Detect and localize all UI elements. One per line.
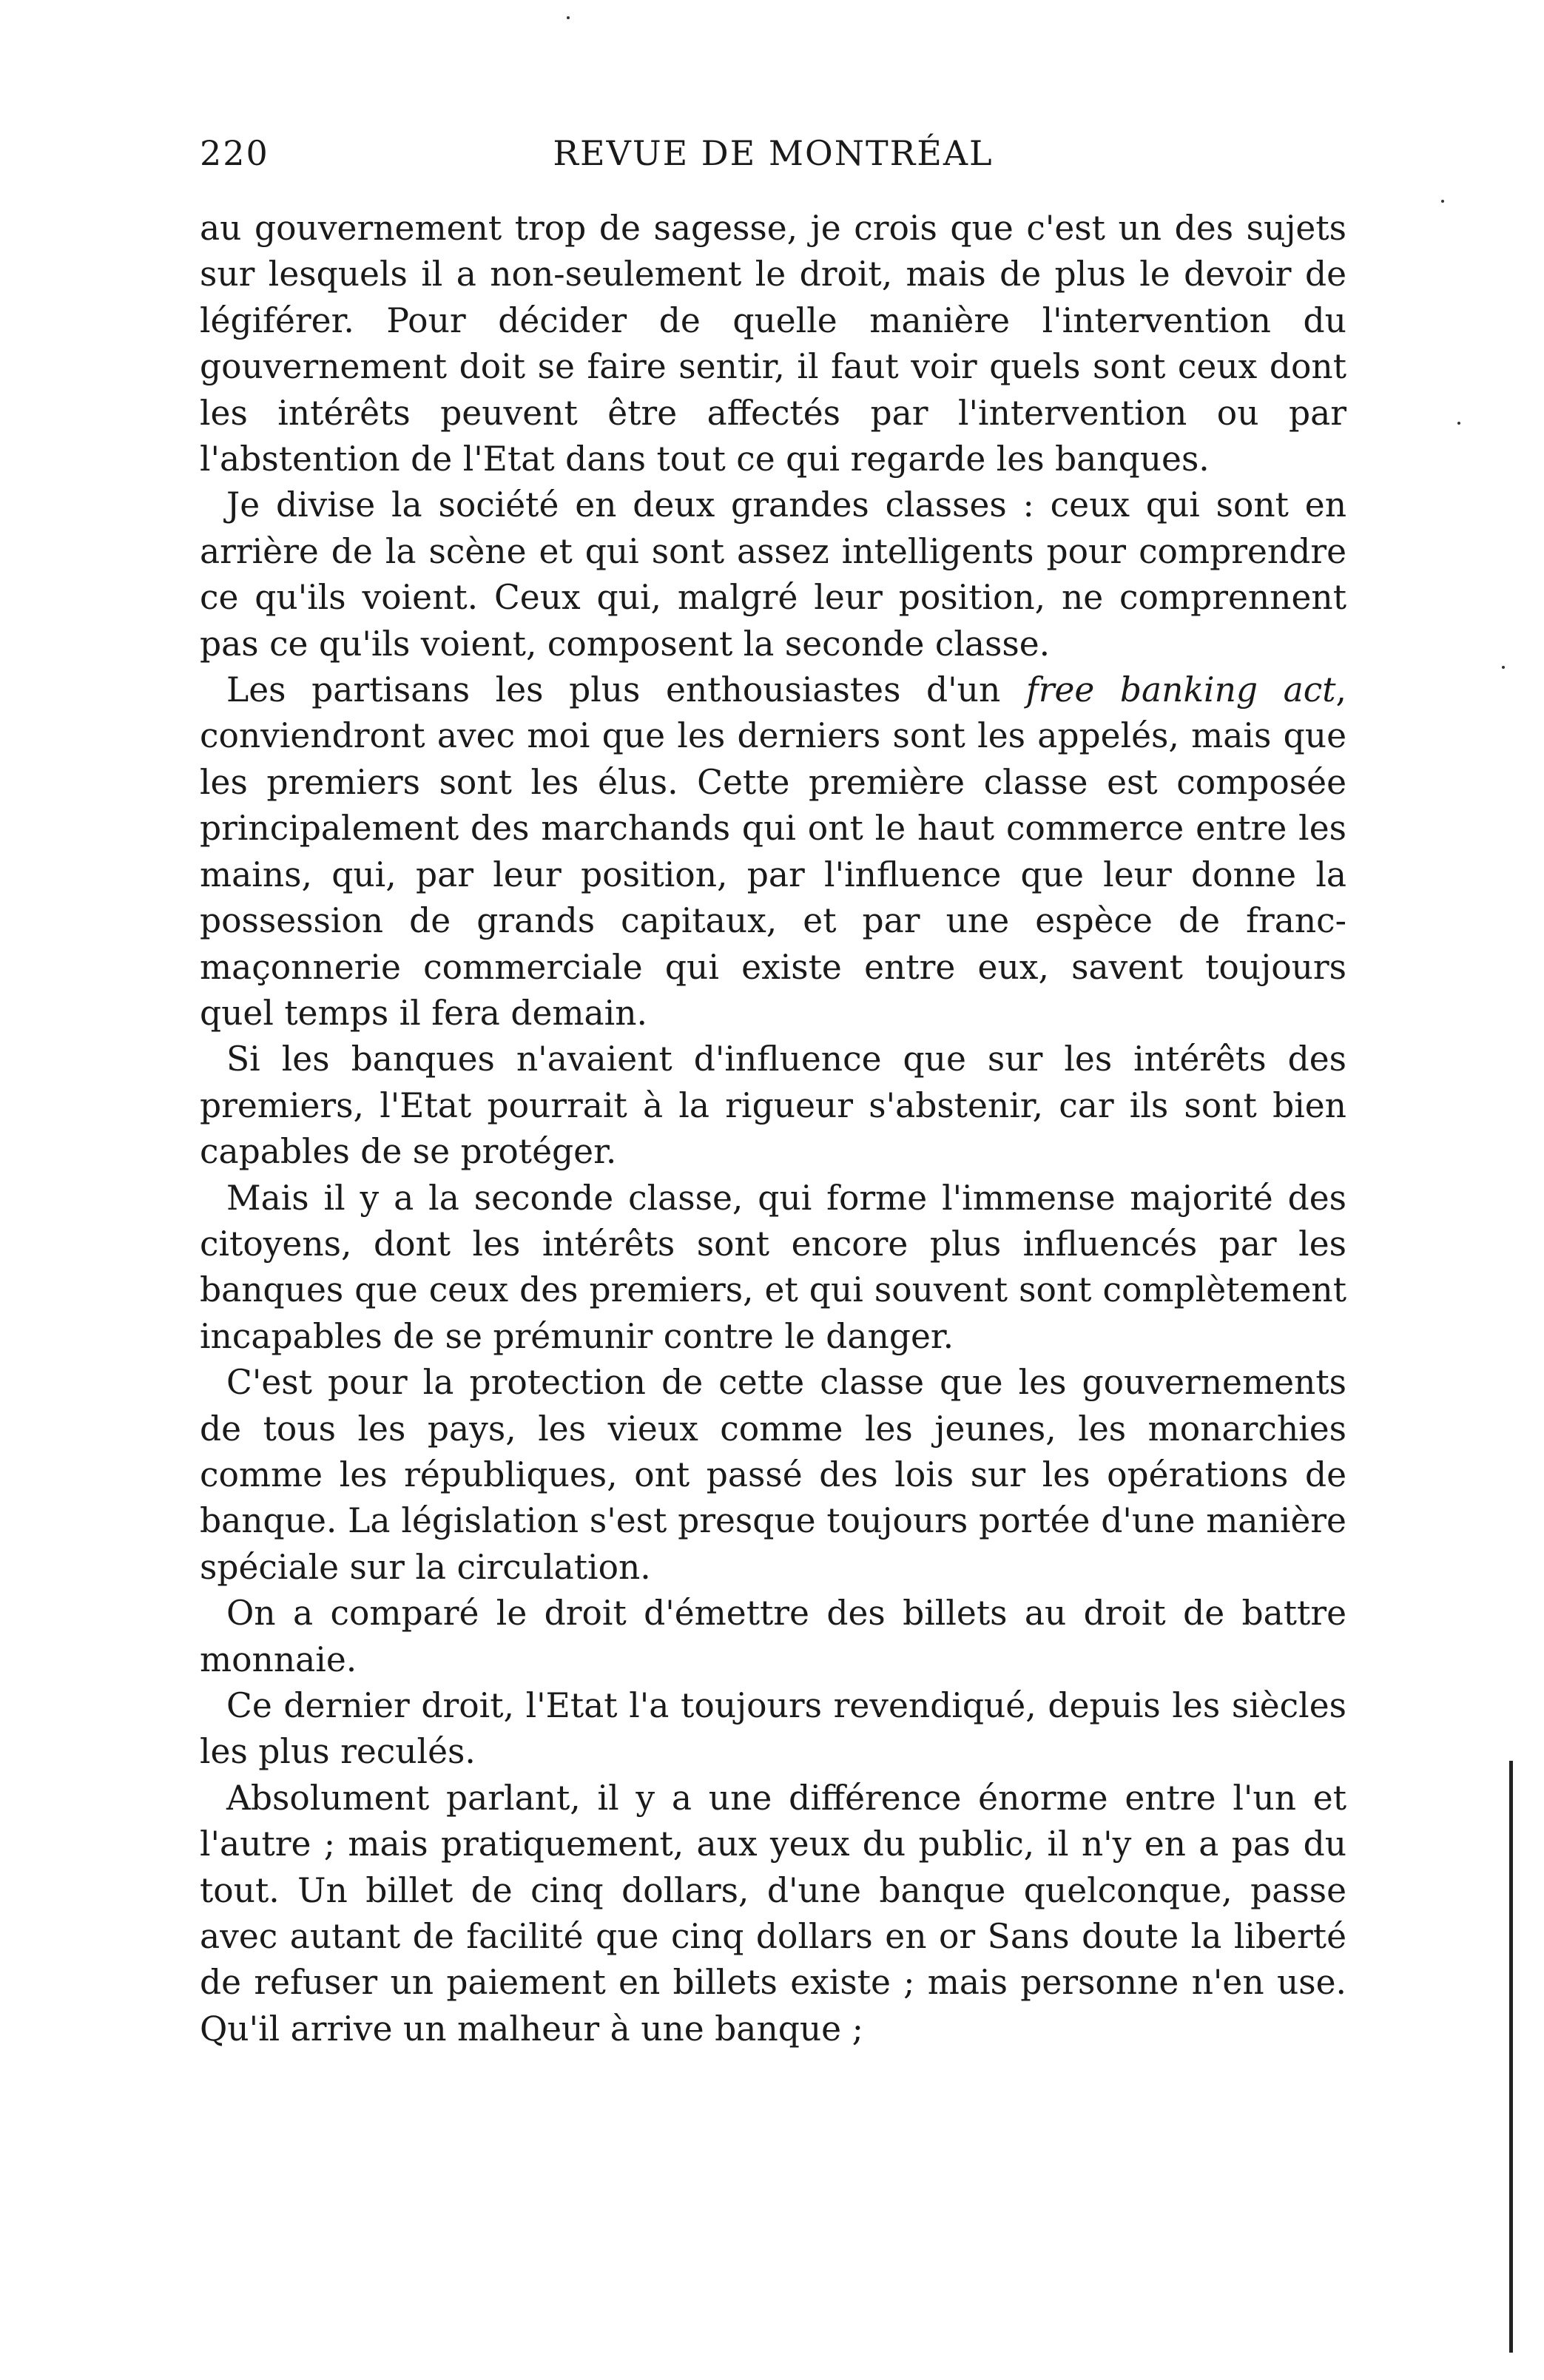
body-text xyxy=(200,206,1346,2052)
running-head xyxy=(200,126,1346,192)
paragraph-3-text-b: , conviendront avec moi que les derniers sont les appelés, mais que les premiers sont les élus. Cette première classe est composée principalement des marchands qui ont le haut commerce entre les mains, qui, par leur position, par l'influence que leur donne la possession de grands capitaux, et par une espèce de franc-maçonnerie commerciale qui existe entre eux, savent toujours quel temps il fera demain. xyxy=(200,670,1346,1033)
ink-speck xyxy=(567,16,570,19)
book-page xyxy=(200,126,1346,2052)
running-title: REVUE DE MONTRÉAL xyxy=(553,133,994,173)
page-number: 220 xyxy=(200,133,269,173)
ink-speck xyxy=(1441,200,1444,203)
paragraph-3-text-a: Les partisans les plus enthousiastes d'un xyxy=(226,670,1026,710)
italic-term: free banking act xyxy=(1025,670,1336,710)
paragraph-8: Ce dernier droit, l'Etat l'a toujours revendiqué, depuis les siècles les plus reculés. xyxy=(200,1686,1346,1772)
paragraph-7: On a comparé le droit d'émettre des billets au droit de battre monnaie. xyxy=(200,1594,1346,1679)
paragraph-3 xyxy=(200,667,1346,1036)
page-edge-rule xyxy=(1509,1761,1513,2353)
paragraph-5: Mais il y a la seconde classe, qui forme l'immense majorité des citoyens, dont les intérêts sont encore plus influencés par les banques que ceux des premiers, et qui souvent sont complètement incapables de se prémunir contre le danger. xyxy=(200,1178,1346,1356)
paragraph-2: Je divise la société en deux grandes classes : ceux qui sont en arrière de la scène et qui sont assez intelligents pour comprendre ce qu'ils voient. Ceux qui, malgré leur position, ne comprennent pas ce qu'ils voient, composent la seconde classe. xyxy=(200,485,1346,664)
paragraph-9: Absolument parlant, il y a une différence énorme entre l'un et l'autre ; mais pratiquement, aux yeux du public, il n'y en a pas du tout. Un billet de cinq dollars, d'une banque quelconque, passe avec autant de facilité que cinq dollars en or Sans doute la liberté de refuser un paiement en billets existe ; mais personne n'en use. Qu'il arrive un malheur à une banque ; xyxy=(200,1778,1346,2049)
paragraph-1: au gouvernement trop de sagesse, je crois que c'est un des sujets sur lesquels il a non-seulement le droit, mais de plus le devoir de légiférer. Pour décider de quelle manière l'intervention du gouvernement doit se faire sentir, il faut voir quels sont ceux dont les intérêts peuvent être affectés par l'intervention ou par l'abstention de l'Etat dans tout ce qui regarde les banques. xyxy=(200,209,1346,479)
ink-speck xyxy=(1457,422,1460,425)
paragraph-6: C'est pour la protection de cette classe que les gouvernements de tous les pays, les vieux comme les jeunes, les monarchies comme les républiques, ont passé des lois sur les opérations de banque. La législation s'est presque toujours portée d'une manière spéciale sur la circulation. xyxy=(200,1363,1346,1587)
ink-speck xyxy=(1502,666,1505,669)
paragraph-4: Si les banques n'avaient d'influence que sur les intérêts des premiers, l'Etat pourrait à la rigueur s'abstenir, car ils sont bien capables de se protéger. xyxy=(200,1039,1346,1172)
